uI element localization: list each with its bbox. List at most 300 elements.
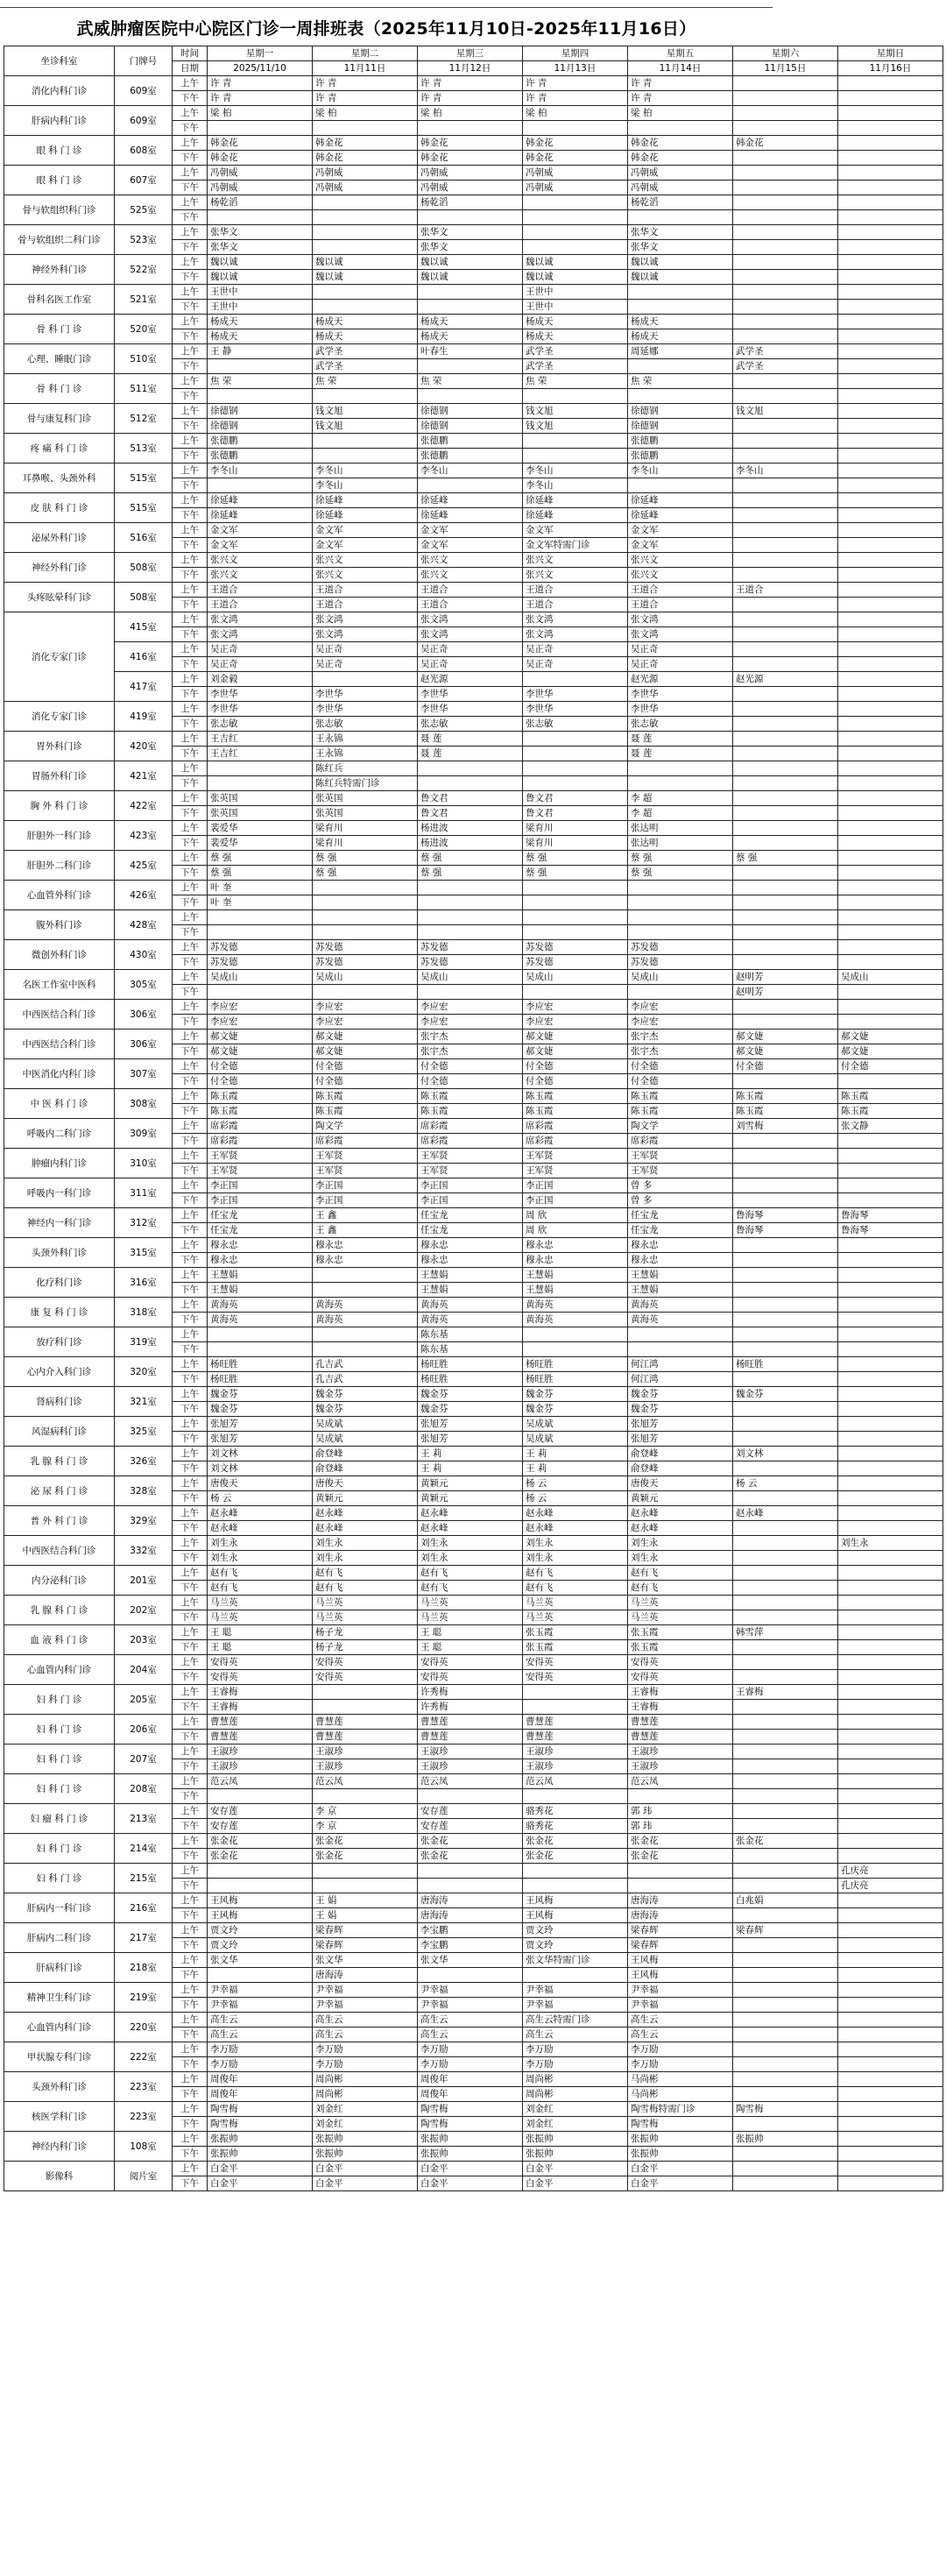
doctor-cell: [208, 359, 313, 374]
doctor-cell: 安存莲: [208, 1819, 313, 1834]
doctor-cell: [838, 702, 943, 717]
doctor-cell: 席彩霞: [628, 1134, 733, 1149]
doctor-cell: 张金花: [628, 1834, 733, 1849]
dept-cell: 耳鼻喉、头颈外科: [4, 464, 115, 493]
table-row: [4, 195, 943, 210]
table-row: [4, 1506, 943, 1521]
doctor-cell: 安得英: [628, 1655, 733, 1670]
slot-morning: 上午: [173, 374, 208, 389]
doctor-cell: 徐延峰: [418, 508, 523, 523]
doctor-cell: 王军贤: [523, 1149, 628, 1164]
doctor-cell: 苏发德: [418, 955, 523, 970]
doctor-cell: [313, 1879, 418, 1893]
doctor-cell: 陈玉霞: [208, 1104, 313, 1119]
table-row: [4, 344, 943, 359]
doctor-cell: 张华文: [208, 225, 313, 240]
dept-cell: 中医消化内科门诊: [4, 1059, 115, 1089]
slot-afternoon: 下午: [173, 389, 208, 404]
doctor-cell: 尹幸福: [208, 1998, 313, 2013]
doctor-cell: 李应宏: [628, 1015, 733, 1030]
slot-morning: 上午: [173, 791, 208, 806]
doctor-cell: [733, 2057, 838, 2072]
room-cell: 308室: [115, 1089, 173, 1119]
doctor-cell: 王永锦: [313, 747, 418, 761]
doctor-cell: 王淑珍: [628, 1744, 733, 1759]
slot-afternoon: 下午: [173, 1015, 208, 1030]
doctor-cell: 梁 柏: [523, 106, 628, 121]
doctor-cell: 陈玉霞: [313, 1089, 418, 1104]
doctor-cell: [733, 627, 838, 642]
header-date-label: 日期: [173, 61, 208, 76]
doctor-cell: 金文军: [523, 523, 628, 538]
doctor-cell: 徐延峰: [313, 493, 418, 508]
slot-afternoon: 下午: [173, 1819, 208, 1834]
doctor-cell: 马兰英: [628, 1610, 733, 1625]
doctor-cell: 俞登峰: [628, 1447, 733, 1461]
doctor-cell: 李万励: [628, 2042, 733, 2057]
slot-afternoon: 下午: [173, 627, 208, 642]
table-row: [4, 553, 943, 568]
doctor-cell: [628, 761, 733, 776]
doctor-cell: 陶文学: [313, 1119, 418, 1134]
doctor-cell: 张文鸿: [208, 627, 313, 642]
doctor-cell: 席彩霞: [313, 1134, 418, 1149]
dept-cell: 眼 科 门 诊: [4, 166, 115, 195]
doctor-cell: 刘雪梅: [733, 1119, 838, 1134]
doctor-cell: 陈东基: [418, 1327, 523, 1342]
doctor-cell: 金文军特需门诊: [523, 538, 628, 553]
doctor-cell: [733, 166, 838, 180]
doctor-cell: 黄海英: [313, 1313, 418, 1327]
doctor-cell: [418, 359, 523, 374]
dept-cell: 乳 腺 科 门 诊: [4, 1596, 115, 1625]
doctor-cell: 张旭芳: [208, 1432, 313, 1447]
doctor-cell: 陈玉霞: [628, 1089, 733, 1104]
doctor-cell: 徐延峰: [628, 508, 733, 523]
doctor-cell: 杨成天: [523, 315, 628, 329]
doctor-cell: 马兰英: [418, 1596, 523, 1610]
doctor-cell: [733, 419, 838, 434]
doctor-cell: [418, 300, 523, 315]
doctor-cell: 李万励: [628, 2057, 733, 2072]
doctor-cell: 任宝龙: [208, 1208, 313, 1223]
room-cell: 216室: [115, 1893, 173, 1923]
doctor-cell: 冯朝威: [628, 180, 733, 195]
dept-cell: 肝病科门诊: [4, 1953, 115, 1983]
doctor-cell: 张兴文: [418, 568, 523, 583]
doctor-cell: 许秀梅: [418, 1700, 523, 1715]
room-cell: 608室: [115, 136, 173, 166]
slot-afternoon: 下午: [173, 359, 208, 374]
doctor-cell: [523, 672, 628, 687]
table-row: [4, 1923, 943, 1938]
doctor-cell: 刘生永: [313, 1536, 418, 1551]
doctor-cell: 王道合: [208, 583, 313, 598]
doctor-cell: 刘金红: [523, 2102, 628, 2117]
table-row: [4, 1804, 943, 1819]
slot-afternoon: 下午: [173, 1372, 208, 1387]
doctor-cell: 张文静: [838, 1119, 943, 1134]
table-row: [4, 1149, 943, 1164]
doctor-cell: [838, 225, 943, 240]
doctor-cell: 鲁文君: [523, 806, 628, 821]
slot-morning: 上午: [173, 1119, 208, 1134]
doctor-cell: [838, 1387, 943, 1402]
doctor-cell: 王道合: [523, 583, 628, 598]
slot-afternoon: 下午: [173, 91, 208, 106]
doctor-cell: 王军贤: [313, 1164, 418, 1178]
doctor-cell: [733, 315, 838, 329]
doctor-cell: 赵光源: [418, 672, 523, 687]
doctor-cell: 陈玉霞: [838, 1089, 943, 1104]
doctor-cell: [838, 1149, 943, 1164]
doctor-cell: 马兰英: [418, 1610, 523, 1625]
doctor-cell: 黄颖元: [628, 1491, 733, 1506]
doctor-cell: 赵有飞: [628, 1581, 733, 1596]
doctor-cell: [838, 1804, 943, 1819]
doctor-cell: 许 青: [523, 76, 628, 91]
doctor-cell: [838, 1178, 943, 1193]
table-row: [4, 1596, 943, 1610]
doctor-cell: 赵永峰: [208, 1521, 313, 1536]
doctor-cell: 赵永峰: [313, 1521, 418, 1536]
doctor-cell: 周俊年: [418, 2087, 523, 2102]
doctor-cell: [838, 806, 943, 821]
doctor-cell: [838, 2057, 943, 2072]
doctor-cell: 吴成山: [523, 970, 628, 985]
doctor-cell: 郝文婕: [313, 1030, 418, 1044]
doctor-cell: 徐延峰: [418, 493, 523, 508]
doctor-cell: [838, 1268, 943, 1283]
doctor-cell: [838, 1625, 943, 1640]
doctor-cell: 贾文玲: [523, 1923, 628, 1938]
doctor-cell: [523, 121, 628, 136]
doctor-cell: 冯朝威: [208, 166, 313, 180]
doctor-cell: 郭 玮: [628, 1804, 733, 1819]
doctor-cell: 钱文旭: [313, 404, 418, 419]
header-day-name: 星期五: [628, 46, 733, 61]
room-cell: 207室: [115, 1744, 173, 1774]
doctor-cell: 赵有飞: [418, 1566, 523, 1581]
room-cell: 609室: [115, 76, 173, 106]
doctor-cell: 贾文玲: [208, 1923, 313, 1938]
doctor-cell: [733, 1908, 838, 1923]
doctor-cell: [733, 76, 838, 91]
doctor-cell: [838, 866, 943, 881]
doctor-cell: [628, 285, 733, 300]
doctor-cell: 李万励: [523, 2042, 628, 2057]
doctor-cell: 陶雪梅: [208, 2102, 313, 2117]
doctor-cell: [733, 255, 838, 270]
doctor-cell: [838, 1551, 943, 1566]
table-row: [4, 1715, 943, 1730]
doctor-cell: [628, 910, 733, 925]
doctor-cell: 高生云: [418, 2028, 523, 2042]
doctor-cell: 李 超: [628, 791, 733, 806]
doctor-cell: 付全德: [418, 1059, 523, 1074]
doctor-cell: [838, 1596, 943, 1610]
doctor-cell: [313, 285, 418, 300]
doctor-cell: 蔡 强: [208, 851, 313, 866]
doctor-cell: 蔡 强: [523, 851, 628, 866]
slot-morning: 上午: [173, 1417, 208, 1432]
slot-morning: 上午: [173, 761, 208, 776]
doctor-cell: [838, 1670, 943, 1685]
doctor-cell: 许 青: [628, 76, 733, 91]
doctor-cell: [838, 1759, 943, 1774]
doctor-cell: 吴成斌: [523, 1432, 628, 1447]
doctor-cell: 李万励: [208, 2057, 313, 2072]
doctor-cell: [838, 1923, 943, 1938]
slot-afternoon: 下午: [173, 2176, 208, 2191]
doctor-cell: 聂 莲: [418, 747, 523, 761]
header-day-name: 星期一: [208, 46, 313, 61]
doctor-cell: [733, 940, 838, 955]
slot-afternoon: 下午: [173, 508, 208, 523]
doctor-cell: 张振帅: [628, 2147, 733, 2162]
doctor-cell: 王 莉: [418, 1447, 523, 1461]
doctor-cell: 杨成天: [208, 329, 313, 344]
doctor-cell: 许 青: [628, 91, 733, 106]
slot-afternoon: 下午: [173, 210, 208, 225]
doctor-cell: [733, 687, 838, 702]
room-cell: 329室: [115, 1506, 173, 1536]
doctor-cell: [733, 240, 838, 255]
doctor-cell: 王淑珍: [523, 1744, 628, 1759]
doctor-cell: 赵有飞: [208, 1566, 313, 1581]
doctor-cell: 张振帅: [313, 2132, 418, 2147]
doctor-cell: [838, 1417, 943, 1432]
dept-cell: 头颈外科门诊: [4, 1238, 115, 1268]
slot-morning: 上午: [173, 1030, 208, 1044]
doctor-cell: [418, 776, 523, 791]
doctor-cell: 徐德钢: [628, 419, 733, 434]
doctor-cell: 王道合: [208, 598, 313, 612]
doctor-cell: [838, 1715, 943, 1730]
slot-afternoon: 下午: [173, 955, 208, 970]
doctor-cell: [523, 210, 628, 225]
dept-cell: 核医学科门诊: [4, 2102, 115, 2132]
dept-cell: 妇 瘤 科 门 诊: [4, 1804, 115, 1834]
doctor-cell: [733, 1670, 838, 1685]
room-cell: 208室: [115, 1774, 173, 1804]
doctor-cell: [628, 1789, 733, 1804]
doctor-cell: 陶雪梅: [418, 2117, 523, 2132]
doctor-cell: 张英国: [313, 806, 418, 821]
doctor-cell: [733, 121, 838, 136]
doctor-cell: [838, 329, 943, 344]
doctor-cell: 赵永峰: [628, 1506, 733, 1521]
doctor-cell: [208, 1789, 313, 1804]
doctor-cell: 白兆娟: [733, 1893, 838, 1908]
dept-cell: 心理、睡眠门诊: [4, 344, 115, 374]
slot-morning: 上午: [173, 851, 208, 866]
doctor-cell: 尹幸福: [313, 1998, 418, 2013]
doctor-cell: [733, 449, 838, 464]
slot-afternoon: 下午: [173, 1968, 208, 1983]
doctor-cell: 苏发德: [628, 940, 733, 955]
slot-morning: 上午: [173, 553, 208, 568]
doctor-cell: 赵永峰: [313, 1506, 418, 1521]
doctor-cell: 王道合: [418, 598, 523, 612]
table-row: [4, 523, 943, 538]
doctor-cell: 王 聪: [418, 1625, 523, 1640]
doctor-cell: 黄海英: [523, 1313, 628, 1327]
doctor-cell: 俞登峰: [313, 1447, 418, 1461]
doctor-cell: 孔吉武: [313, 1357, 418, 1372]
doctor-cell: 王军贤: [628, 1149, 733, 1164]
table-row: [4, 1744, 943, 1759]
table-row: [4, 434, 943, 449]
doctor-cell: [838, 627, 943, 642]
doctor-cell: [733, 910, 838, 925]
doctor-cell: 高生云: [418, 2013, 523, 2028]
doctor-cell: [838, 881, 943, 895]
doctor-cell: [838, 404, 943, 419]
room-cell: 306室: [115, 1030, 173, 1059]
doctor-cell: [733, 612, 838, 627]
doctor-cell: [733, 106, 838, 121]
doctor-cell: 王风梅: [523, 1893, 628, 1908]
dept-cell: 内分泌科门诊: [4, 1566, 115, 1596]
doctor-cell: [838, 821, 943, 836]
doctor-cell: 武学圣: [313, 359, 418, 374]
doctor-cell: [733, 1521, 838, 1536]
doctor-cell: 任宝龙: [628, 1208, 733, 1223]
doctor-cell: [313, 1685, 418, 1700]
slot-afternoon: 下午: [173, 419, 208, 434]
doctor-cell: [838, 1983, 943, 1998]
doctor-cell: 张金花: [208, 1849, 313, 1864]
doctor-cell: 钱文旭: [523, 404, 628, 419]
doctor-cell: 席彩霞: [208, 1119, 313, 1134]
doctor-cell: 李应宏: [208, 1015, 313, 1030]
room-cell: 520室: [115, 315, 173, 344]
doctor-cell: 王永锦: [313, 732, 418, 747]
doctor-cell: [838, 389, 943, 404]
doctor-cell: 王军贤: [208, 1149, 313, 1164]
doctor-cell: 周尚彬: [523, 2072, 628, 2087]
doctor-cell: [733, 642, 838, 657]
doctor-cell: [838, 1491, 943, 1506]
doctor-cell: 尹幸福: [208, 1983, 313, 1998]
doctor-cell: [838, 478, 943, 493]
slot-morning: 上午: [173, 344, 208, 359]
doctor-cell: 张金花: [733, 1834, 838, 1849]
slot-afternoon: 下午: [173, 1402, 208, 1417]
dept-cell: 神经外科门诊: [4, 553, 115, 583]
doctor-cell: 付全德: [628, 1059, 733, 1074]
doctor-cell: 张华文: [208, 240, 313, 255]
slot-morning: 上午: [173, 1834, 208, 1849]
doctor-cell: 李正国: [418, 1193, 523, 1208]
doctor-cell: 魏金芬: [523, 1387, 628, 1402]
slot-morning: 上午: [173, 1744, 208, 1759]
header-day-date: 2025/11/10: [208, 61, 313, 76]
doctor-cell: 周俊年: [418, 2072, 523, 2087]
doctor-cell: [313, 195, 418, 210]
doctor-cell: 张金花: [313, 1834, 418, 1849]
doctor-cell: 张振帅: [208, 2147, 313, 2162]
slot-afternoon: 下午: [173, 1730, 208, 1744]
header-room: 门牌号: [115, 46, 173, 76]
dept-cell: 消化内科门诊: [4, 76, 115, 106]
slot-afternoon: 下午: [173, 1193, 208, 1208]
doctor-cell: 杨子龙: [313, 1640, 418, 1655]
table-row: [4, 2013, 943, 2028]
doctor-cell: 王吉红: [208, 747, 313, 761]
doctor-cell: 张振帅: [628, 2132, 733, 2147]
page-title: 武威肿瘤医院中心院区门诊一周排班表（2025年11月10日-2025年11月16日）: [76, 19, 696, 39]
slot-afternoon: 下午: [173, 300, 208, 315]
doctor-cell: 白金平: [313, 2162, 418, 2176]
doctor-cell: [313, 881, 418, 895]
doctor-cell: 王 娟: [313, 1893, 418, 1908]
doctor-cell: [418, 121, 523, 136]
doctor-cell: [733, 1327, 838, 1342]
doctor-cell: 李宝鹏: [418, 1923, 523, 1938]
doctor-cell: 刘金红: [313, 2117, 418, 2132]
doctor-cell: 付全德: [418, 1074, 523, 1089]
doctor-cell: 张宇杰: [418, 1044, 523, 1059]
table-row: [4, 2102, 943, 2117]
doctor-cell: 冯朝威: [418, 180, 523, 195]
doctor-cell: 王军贤: [208, 1164, 313, 1178]
doctor-cell: 吴正奇: [313, 657, 418, 672]
doctor-cell: 曾 多: [628, 1178, 733, 1193]
doctor-cell: 郭 玮: [628, 1819, 733, 1834]
doctor-cell: 杨旺胜: [208, 1372, 313, 1387]
doctor-cell: [733, 538, 838, 553]
doctor-cell: 李冬山: [313, 478, 418, 493]
table-row: [4, 1447, 943, 1461]
header-day-date: 11月15日: [733, 61, 838, 76]
slot-afternoon: 下午: [173, 478, 208, 493]
doctor-cell: [838, 925, 943, 940]
doctor-cell: [313, 1864, 418, 1879]
doctor-cell: 武学圣: [313, 344, 418, 359]
doctor-cell: 范云凤: [628, 1774, 733, 1789]
doctor-cell: 曹慧莲: [523, 1730, 628, 1744]
doctor-cell: 李世华: [628, 687, 733, 702]
doctor-cell: 金文军: [628, 523, 733, 538]
doctor-cell: 梁 柏: [418, 106, 523, 121]
doctor-cell: [733, 1596, 838, 1610]
slot-afternoon: 下午: [173, 2117, 208, 2132]
doctor-cell: 王风梅: [208, 1908, 313, 1923]
room-cell: 219室: [115, 1983, 173, 2013]
doctor-cell: 安得英: [208, 1655, 313, 1670]
doctor-cell: 张旭芳: [208, 1417, 313, 1432]
doctor-cell: 李应宏: [313, 1015, 418, 1030]
doctor-cell: 马尚彬: [628, 2087, 733, 2102]
slot-afternoon: 下午: [173, 1908, 208, 1923]
doctor-cell: [733, 1536, 838, 1551]
doctor-cell: [733, 657, 838, 672]
table-row: [4, 940, 943, 955]
doctor-cell: [523, 985, 628, 1000]
doctor-cell: 周尚彬: [313, 2072, 418, 2087]
doctor-cell: [208, 910, 313, 925]
doctor-cell: 魏金芬: [523, 1402, 628, 1417]
doctor-cell: [733, 91, 838, 106]
doctor-cell: 王军贤: [628, 1164, 733, 1178]
doctor-cell: 穆永忠: [523, 1238, 628, 1253]
dept-cell: 妇 科 门 诊: [4, 1685, 115, 1715]
doctor-cell: 贾文玲: [523, 1938, 628, 1953]
doctor-cell: 白金平: [208, 2176, 313, 2191]
dept-cell: 妇 科 门 诊: [4, 1774, 115, 1804]
